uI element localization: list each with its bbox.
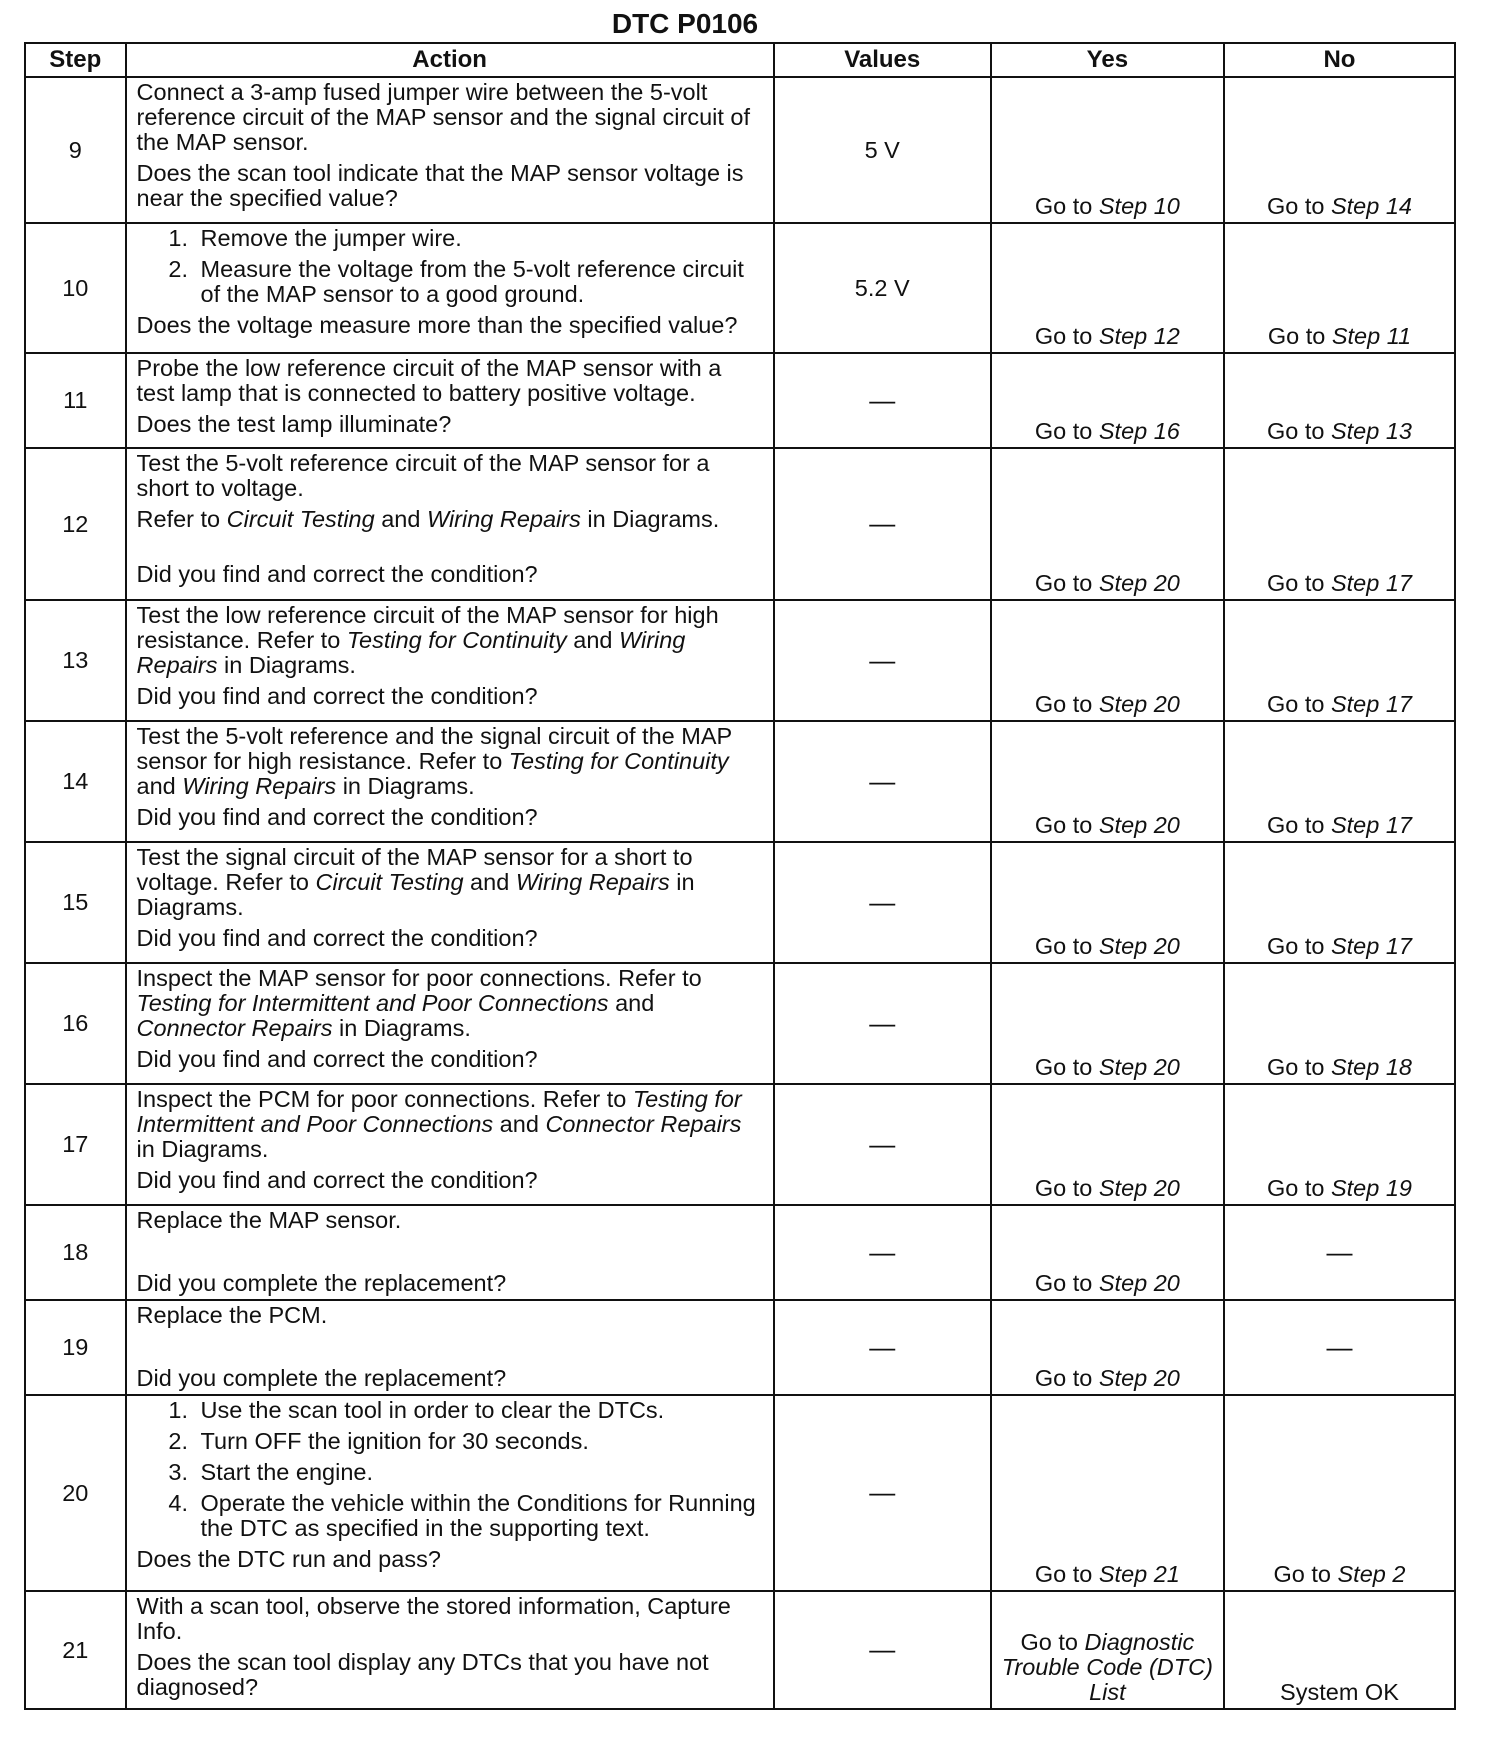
spacer bbox=[137, 1328, 765, 1366]
action-question: Does the test lamp illuminate? bbox=[136, 410, 452, 437]
no-cell bbox=[1224, 223, 1455, 353]
ref-link: Testing for Intermittent and Poor Connections bbox=[136, 1086, 742, 1137]
action-cell bbox=[126, 600, 774, 721]
yes-target: Step 20 bbox=[1098, 1365, 1180, 1392]
no-cell bbox=[1224, 842, 1455, 963]
action-text: Replace the PCM. bbox=[136, 1302, 328, 1328]
table-row bbox=[25, 223, 1455, 353]
yes-prefix: Go to bbox=[1034, 1270, 1099, 1297]
action-text-part: and bbox=[608, 989, 655, 1016]
value-cell: — bbox=[774, 353, 991, 448]
action-steps bbox=[137, 226, 765, 307]
header-values: Values bbox=[774, 43, 991, 77]
action-text-part: and bbox=[566, 626, 619, 653]
action-text bbox=[137, 724, 765, 799]
action-text-part: and bbox=[493, 1110, 546, 1137]
action-question: Does the voltage measure more than the specified value? bbox=[136, 311, 738, 338]
value-cell: — bbox=[774, 842, 991, 963]
ref-text: in Diagrams. bbox=[580, 505, 720, 532]
yes-cell bbox=[991, 1205, 1224, 1300]
table-row bbox=[25, 353, 1455, 448]
value-cell: — bbox=[774, 1205, 991, 1300]
action-text-part: in Diagrams. bbox=[332, 1014, 471, 1041]
value-cell: — bbox=[774, 1395, 991, 1591]
spacer bbox=[137, 1233, 765, 1271]
action-reference bbox=[137, 507, 765, 532]
ref-text: and bbox=[374, 505, 427, 532]
action-cell bbox=[126, 1084, 774, 1205]
action-text: Probe the low reference circuit of the MAP sensor with a test lamp that is connected to battery positive voltage. bbox=[136, 355, 722, 406]
step-number: 16 bbox=[25, 963, 126, 1084]
value-cell: — bbox=[774, 1591, 991, 1709]
table-row bbox=[25, 721, 1455, 842]
no-cell bbox=[1224, 448, 1455, 600]
action-step-item: 2. Turn OFF the ignition for 30 seconds. bbox=[195, 1429, 765, 1454]
no-prefix: Go to bbox=[1266, 812, 1331, 839]
step-number: 19 bbox=[25, 1300, 126, 1395]
action-question: Did you find and correct the condition? bbox=[136, 1166, 538, 1193]
ref-link: Wiring Repairs bbox=[426, 505, 581, 532]
header-action: Action bbox=[126, 43, 774, 77]
ref-link: Testing for Intermittent and Poor Connections bbox=[136, 989, 609, 1016]
header-no: No bbox=[1224, 43, 1455, 77]
action-text: Test the 5-volt reference circuit of the MAP sensor for a short to voltage. bbox=[136, 450, 710, 501]
action-text-part: and bbox=[136, 772, 183, 799]
no-prefix: Go to bbox=[1266, 1054, 1331, 1081]
step-number: 14 bbox=[25, 721, 126, 842]
no-target: Step 18 bbox=[1330, 1054, 1412, 1081]
action-question: Does the scan tool indicate that the MAP sensor voltage is near the specified value? bbox=[136, 159, 744, 211]
action-cell bbox=[126, 223, 774, 353]
action-steps bbox=[137, 1398, 765, 1541]
yes-cell bbox=[991, 448, 1224, 600]
action-text-part: in Diagrams. bbox=[217, 651, 356, 678]
yes-cell bbox=[991, 1591, 1224, 1709]
no-cell bbox=[1224, 353, 1455, 448]
action-text: Connect a 3-amp fused jumper wire between the 5-volt reference circuit of the MAP sensor and the signal circuit of the MAP sensor. bbox=[136, 79, 751, 155]
value-cell: — bbox=[774, 600, 991, 721]
ref-link: Wiring Repairs bbox=[136, 626, 686, 678]
action-text-part: Inspect the PCM for poor connections. Refer to bbox=[136, 1086, 633, 1112]
table-row bbox=[25, 1300, 1455, 1395]
action-text-part: Test the low reference circuit of the MAP sensor for high resistance. Refer to bbox=[136, 602, 719, 653]
no-target: Step 17 bbox=[1330, 812, 1412, 839]
action-text-part: Test the 5-volt reference and the signal circuit of the MAP sensor for high resistance. Refer to bbox=[136, 723, 732, 774]
yes-prefix: Go to bbox=[1034, 691, 1099, 718]
ref-link: Connector Repairs bbox=[136, 1014, 333, 1041]
yes-prefix: Go to bbox=[1034, 1365, 1099, 1392]
table-row bbox=[25, 600, 1455, 721]
no-prefix: Go to bbox=[1266, 691, 1331, 718]
spacer bbox=[137, 538, 765, 562]
ref-link: Circuit Testing bbox=[226, 505, 375, 532]
table-row bbox=[25, 77, 1455, 223]
no-target: Step 17 bbox=[1330, 570, 1412, 597]
no-prefix: Go to bbox=[1266, 570, 1331, 597]
action-text-part: in Diagrams. bbox=[336, 772, 475, 799]
yes-prefix: Go to bbox=[1034, 193, 1099, 220]
value-cell: 5 V bbox=[774, 77, 991, 223]
yes-target: Step 20 bbox=[1098, 1054, 1180, 1081]
yes-prefix: Go to bbox=[1034, 418, 1099, 445]
yes-cell bbox=[991, 1395, 1224, 1591]
yes-cell bbox=[991, 223, 1224, 353]
yes-cell bbox=[991, 77, 1224, 223]
action-cell bbox=[126, 1591, 774, 1709]
action-step-item: 1. Remove the jumper wire. bbox=[195, 226, 765, 251]
ref-text: Refer to bbox=[136, 505, 227, 532]
no-target: Step 11 bbox=[1331, 323, 1412, 350]
table-row bbox=[25, 1205, 1455, 1300]
header-step: Step bbox=[25, 43, 126, 77]
no-cell: — bbox=[1224, 1300, 1455, 1395]
action-step-item: 1. Use the scan tool in order to clear the DTCs. bbox=[195, 1398, 765, 1423]
value-cell: — bbox=[774, 721, 991, 842]
yes-target: Step 20 bbox=[1098, 570, 1180, 597]
no-cell bbox=[1224, 1084, 1455, 1205]
ref-link: Wiring Repairs bbox=[182, 772, 337, 799]
no-cell: System OK bbox=[1224, 1591, 1455, 1709]
action-text bbox=[137, 1087, 765, 1162]
step-number: 15 bbox=[25, 842, 126, 963]
action-text: With a scan tool, observe the stored information, Capture Info. bbox=[136, 1593, 731, 1644]
action-text bbox=[137, 845, 765, 920]
no-target: Step 17 bbox=[1330, 933, 1412, 960]
yes-prefix: Go to bbox=[1034, 570, 1099, 597]
action-cell bbox=[126, 963, 774, 1084]
yes-target: Step 10 bbox=[1098, 193, 1180, 220]
table-row bbox=[25, 1084, 1455, 1205]
no-cell bbox=[1224, 600, 1455, 721]
action-cell bbox=[126, 721, 774, 842]
yes-cell bbox=[991, 963, 1224, 1084]
no-target: Step 19 bbox=[1330, 1175, 1412, 1202]
action-text-part: Test the signal circuit of the MAP sensor for a short to voltage. Refer to bbox=[136, 844, 693, 895]
no-target: Step 17 bbox=[1330, 691, 1412, 718]
yes-prefix: Go to bbox=[1020, 1629, 1085, 1656]
step-number: 13 bbox=[25, 600, 126, 721]
action-question: Did you complete the replacement? bbox=[136, 1269, 507, 1296]
yes-cell bbox=[991, 1300, 1224, 1395]
value-cell: — bbox=[774, 1300, 991, 1395]
no-prefix: Go to bbox=[1266, 933, 1331, 960]
no-cell: — bbox=[1224, 1205, 1455, 1300]
no-prefix: Go to bbox=[1266, 193, 1331, 220]
yes-target: Step 20 bbox=[1098, 812, 1180, 839]
action-question: Did you find and correct the condition? bbox=[136, 1045, 538, 1072]
step-number: 12 bbox=[25, 448, 126, 600]
yes-target: Step 12 bbox=[1098, 323, 1180, 350]
action-text bbox=[137, 966, 765, 1041]
yes-target: Step 16 bbox=[1098, 418, 1180, 445]
header-yes: Yes bbox=[991, 43, 1224, 77]
step-number: 9 bbox=[25, 77, 126, 223]
yes-cell bbox=[991, 721, 1224, 842]
table-row bbox=[25, 1591, 1455, 1709]
step-number: 17 bbox=[25, 1084, 126, 1205]
yes-prefix: Go to bbox=[1034, 933, 1099, 960]
yes-target: Step 20 bbox=[1098, 691, 1180, 718]
yes-target: Step 20 bbox=[1098, 1175, 1180, 1202]
step-number: 10 bbox=[25, 223, 126, 353]
action-question: Did you find and correct the condition? bbox=[136, 682, 538, 709]
action-text-part: and bbox=[463, 868, 516, 895]
no-prefix: Go to bbox=[1266, 1175, 1331, 1202]
step-number: 21 bbox=[25, 1591, 126, 1709]
yes-prefix: Go to bbox=[1034, 812, 1099, 839]
yes-target: Diagnostic Trouble Code (DTC) List bbox=[1001, 1629, 1213, 1706]
value-cell: — bbox=[774, 963, 991, 1084]
ref-link: Testing for Continuity bbox=[508, 747, 729, 774]
page-title: DTC P0106 bbox=[611, 8, 759, 39]
no-cell bbox=[1224, 721, 1455, 842]
step-number: 11 bbox=[25, 353, 126, 448]
action-text-part: in Diagrams. bbox=[136, 1135, 269, 1162]
action-question: Does the DTC run and pass? bbox=[136, 1545, 441, 1572]
action-text: Replace the MAP sensor. bbox=[136, 1207, 402, 1233]
table-row bbox=[25, 842, 1455, 963]
value-cell: — bbox=[774, 448, 991, 600]
yes-cell bbox=[991, 353, 1224, 448]
yes-cell bbox=[991, 1084, 1224, 1205]
diagnostic-table bbox=[24, 42, 1456, 1710]
no-prefix: Go to bbox=[1266, 418, 1331, 445]
table-header-row bbox=[25, 43, 1455, 77]
no-prefix: Go to bbox=[1267, 323, 1332, 350]
ref-link: Circuit Testing bbox=[315, 868, 464, 895]
action-question: Did you complete the replacement? bbox=[136, 1364, 507, 1391]
no-target: Step 14 bbox=[1330, 193, 1412, 220]
action-step-item: 4. Operate the vehicle within the Conditions for Running the DTC as specified in the supporting text. bbox=[195, 1491, 765, 1541]
no-target: Step 13 bbox=[1330, 418, 1412, 445]
no-cell bbox=[1224, 1395, 1455, 1591]
value-cell: 5.2 V bbox=[774, 223, 991, 353]
value-cell: — bbox=[774, 1084, 991, 1205]
action-text-part: Inspect the MAP sensor for poor connections. Refer to bbox=[136, 965, 702, 991]
action-cell bbox=[126, 1205, 774, 1300]
table-row bbox=[25, 1395, 1455, 1591]
yes-target: Step 20 bbox=[1098, 1270, 1180, 1297]
action-cell bbox=[126, 77, 774, 223]
step-number: 20 bbox=[25, 1395, 126, 1591]
step-number: 18 bbox=[25, 1205, 126, 1300]
yes-cell bbox=[991, 600, 1224, 721]
action-text-part: in Diagrams. bbox=[136, 868, 695, 920]
action-cell bbox=[126, 842, 774, 963]
ref-link: Wiring Repairs bbox=[515, 868, 670, 895]
action-question: Does the scan tool display any DTCs that you have not diagnosed? bbox=[136, 1648, 709, 1700]
no-prefix: Go to bbox=[1273, 1561, 1338, 1588]
action-cell bbox=[126, 1395, 774, 1591]
no-target: Step 2 bbox=[1337, 1561, 1406, 1588]
no-cell bbox=[1224, 77, 1455, 223]
table-row bbox=[25, 448, 1455, 600]
ref-link: Testing for Continuity bbox=[346, 626, 567, 653]
yes-target: Step 21 bbox=[1098, 1561, 1180, 1588]
action-step-item: 2. Measure the voltage from the 5-volt reference circuit of the MAP sensor to a good ground. bbox=[195, 257, 765, 307]
action-text bbox=[137, 603, 765, 678]
action-cell bbox=[126, 1300, 774, 1395]
yes-prefix: Go to bbox=[1034, 323, 1099, 350]
ref-link: Connector Repairs bbox=[545, 1110, 742, 1137]
yes-prefix: Go to bbox=[1034, 1561, 1099, 1588]
action-cell bbox=[126, 353, 774, 448]
table-row bbox=[25, 963, 1455, 1084]
action-step-item: 3. Start the engine. bbox=[195, 1460, 765, 1485]
yes-cell bbox=[991, 842, 1224, 963]
action-cell bbox=[126, 448, 774, 600]
yes-prefix: Go to bbox=[1034, 1054, 1099, 1081]
no-cell bbox=[1224, 963, 1455, 1084]
yes-prefix: Go to bbox=[1034, 1175, 1099, 1202]
action-question: Did you find and correct the condition? bbox=[136, 924, 538, 951]
action-question: Did you find and correct the condition? bbox=[136, 803, 538, 830]
yes-target: Step 20 bbox=[1098, 933, 1180, 960]
action-question: Did you find and correct the condition? bbox=[136, 560, 538, 587]
